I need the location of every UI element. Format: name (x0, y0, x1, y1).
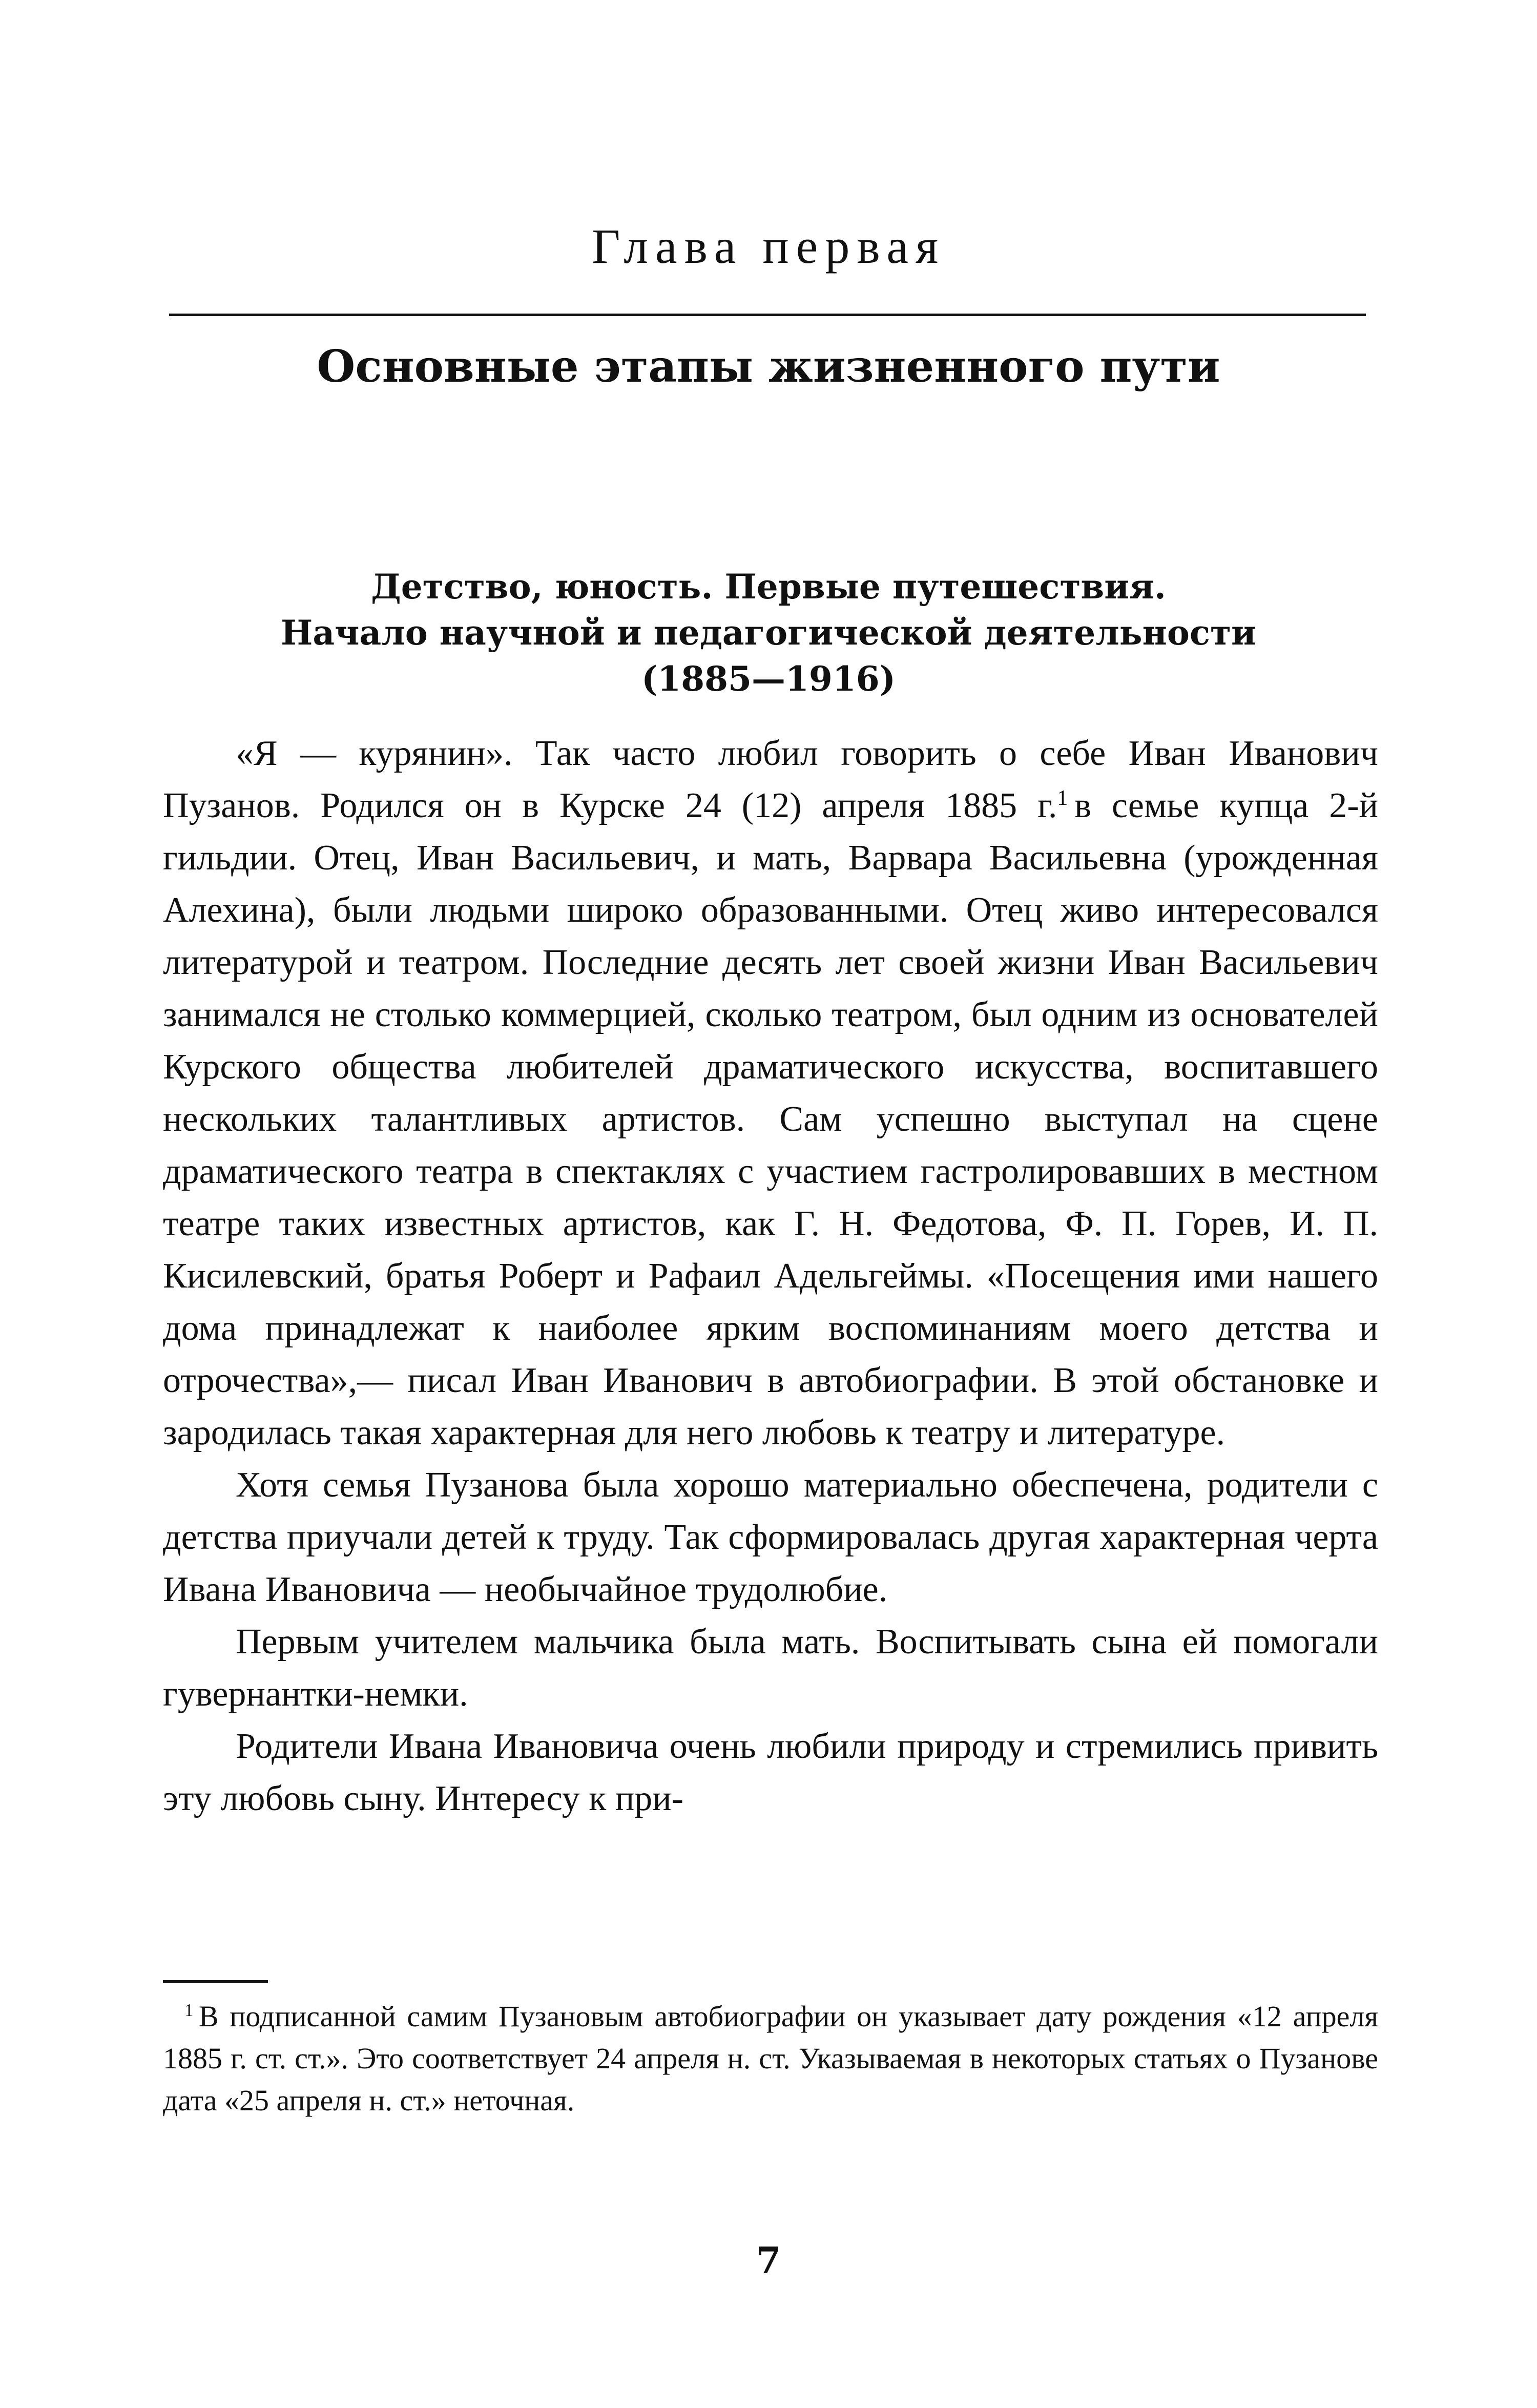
paragraph-text: в семье купца 2-й гильдии. Отец, Иван Васильевич, и мать, Варвара Васильевна (урожденная Алехина), были людьми широко образованными. Отец живо интересовался литературой и театром. Последние десять лет своей жизни Иван Васильевич занимался не столько коммерцией, сколько театром, был одним из основателей Курского общества любителей драматического искусства, воспитавшего нескольких талантливых артистов. Сам успешно выступал на сцене драматического театра в спектаклях с участием гастролировавших в местном театре таких известных артистов, как Г. Н. Федотова, Ф. П. Горев, И. П. Кисилевский, братья Роберт и Рафаил Адельгеймы. «Посещения ими нашего дома принадлежат к наиболее ярким воспоминаниям моего детства и отрочества»,— писал Иван Иванович в автобиографии. В этой обстановке и зародилась такая характерная для него любовь к театру и литературе. (163, 786, 1378, 1452)
chapter-rule (169, 314, 1366, 316)
paragraph: Хотя семья Пузанова была хорошо материально обеспечена, родители с детства приучали детей к труду. Так сформировалась другая характерная черта Ивана Ивановича — необычайное трудолюбие. (163, 1465, 1378, 1609)
section-heading-line: Начало научной и педагогической деятельности (281, 613, 1256, 653)
paragraph (163, 728, 1378, 1459)
chapter-label: Глава первая (591, 219, 946, 274)
footnote-reference: 1 (1057, 786, 1068, 810)
footnote-text: В подписанной самим Пузановым автобиографии он указывает дату рождения «12 апреля 1885 г. ст. ст.». Это соответствует 24 апреля н. ст. Указываемая в некоторых статьях о Пузанове дата «25 апреля н. ст.» неточная. (163, 2000, 1378, 2117)
section-heading-line: (1885—1916) (641, 659, 896, 699)
body-text (163, 728, 1378, 1825)
page-number: 7 (756, 2239, 781, 2281)
section-heading (0, 564, 1537, 702)
footnote-marker: 1 (184, 2000, 194, 2020)
footnote (163, 1996, 1378, 2122)
paragraph: Родители Ивана Ивановича очень любили природу и стремились привить эту любовь сыну. Интересу к при- (163, 1727, 1378, 1818)
section-heading-line: Детство, юность. Первые путешествия. (371, 567, 1166, 607)
paragraph: Первым учителем мальчика была мать. Воспитывать сына ей помогали гувернантки-немки. (163, 1622, 1378, 1714)
paragraph-text: «Я — курянин». Так часто любил говорить о себе Иван Иванович Пузанов. Родился он в Курске 24 (12) апреля 1885 г. (163, 734, 1378, 825)
chapter-title: Основные этапы жизненного пути (317, 341, 1220, 392)
footnote-rule (163, 1980, 268, 1983)
